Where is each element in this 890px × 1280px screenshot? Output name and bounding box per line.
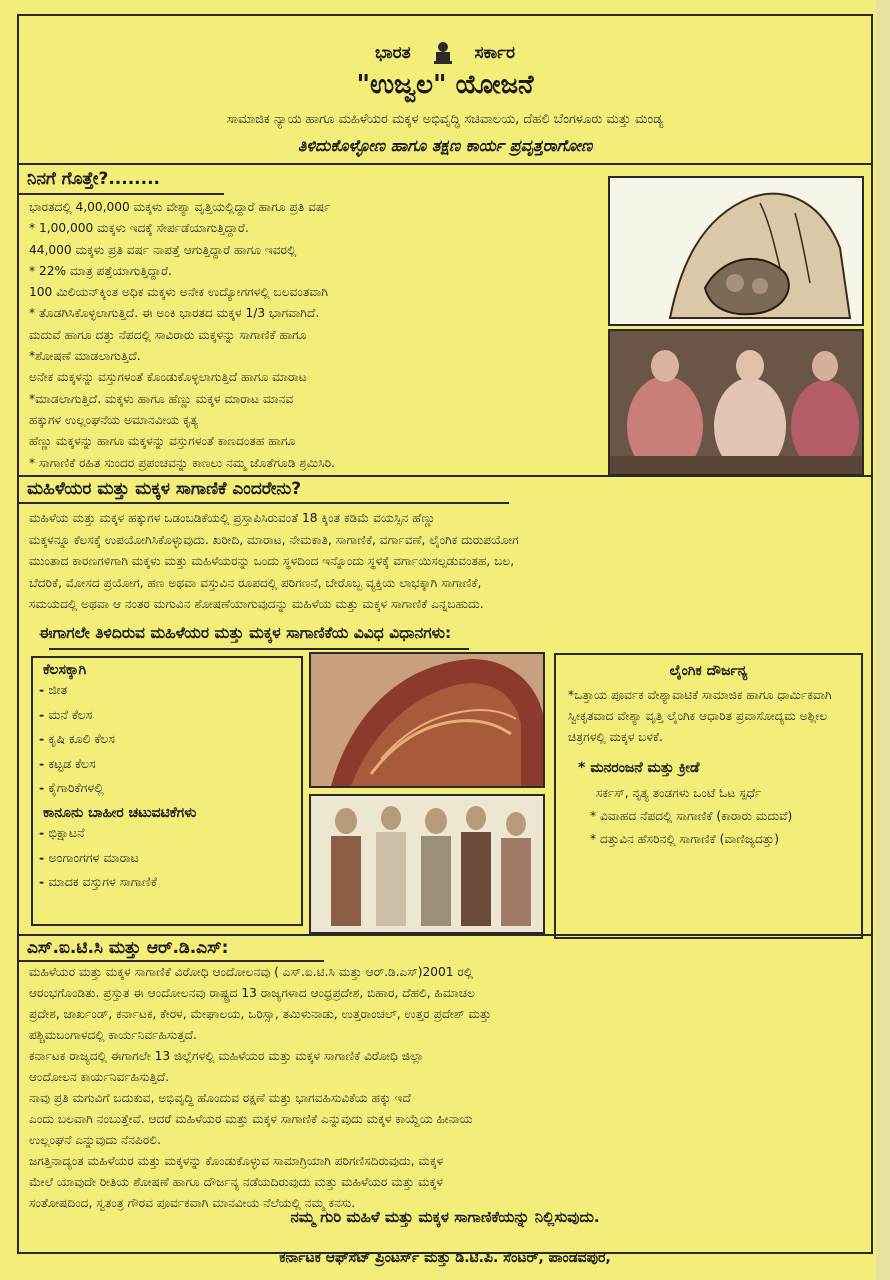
list-item: - ಕೃಷಿ ಕೂಲಿ ಕೆಲಸ (39, 731, 301, 756)
did-you-know-section (19, 163, 871, 477)
definition-line: ಮಕ್ಕಳನ್ನೂ ಕೆಲಸಕ್ಕೆ ಉಪಯೋಗಿಸಿಕೊಳ್ಳುವುದು. ಖರೀದಿ, ಮಾರಾಟ, ನೇಮಕಾತಿ, ಸಾಗಾಣಿಕೆ, ವರ್ಗಾವಣೆ, ಲೈಂಗಿಕ ದುರುಪಯೋಗ (29, 532, 519, 547)
illegal-heading: ಕಾನೂನು ಬಾಹೀರ ಚಟುವಟಿಕೆಗಳು (43, 804, 197, 821)
poster-header (19, 16, 871, 165)
definition-line: ಮಹಿಳೆಯ ಮತ್ತು ಮಕ್ಕಳ ಹಕ್ಕುಗಳ ಒಡಂಬಡಿಕೆಯಲ್ಲಿ ಪ್ರಸ್ತಾಪಿಸಿರುವಂತೆ 18 ಕ್ಕಿಂತ ಕಡಿಮೆ ವಯಸ್ಸಿನ ಹೆಣ್ಣು (29, 511, 436, 525)
definition-line: ಸಮಯದಲ್ಲಿ ಅಥವಾ ಆ ನಂತರ ಮಗುವಿನ ಶೋಷಣೆಯಾಗುವುದನ್ನು ಮಹಿಳೆಯ ಮತ್ತು ಮಕ್ಕಳ ಸಾಗಾಣಿಕೆ ಎನ್ನಬಹುದು. (29, 597, 484, 611)
title-underline (19, 193, 224, 195)
sirds-line: ಆಂದೋಲನ ಕಾರ್ಯನಿರ್ವಹಿಸುತ್ತಿದೆ. (29, 1070, 170, 1084)
did-you-know-list (29, 197, 604, 474)
sirds-line: ಉಲ್ಲಂಘನೆ ಎನ್ನುವುದು ನೆನಪಿರಲಿ. (29, 1133, 161, 1147)
sirds-line: ಆರಂಭಗೊಂಡಿತು. ಪ್ರಸ್ತುತ ಈ ಆಂದೋಲನವು ರಾಷ್ಟ್ರದ 13 ರಾಜ್ಯಗಳಾದ ಆಂಧ್ರಪ್ರದೇಶ, ಬಿಹಾರ, ದೆಹಲಿ, ಹಿಮಾಚಲ (29, 986, 476, 1000)
sexual-exploitation-box (554, 653, 863, 939)
fact-line: *ಮಾಡಲಾಗುತ್ತಿದೆ. ಮಕ್ಕಳು ಹಾಗೂ ಹೆಣ್ಣು ಮಕ್ಕಳ ಮಾರಾಟ ಮಾನವ (29, 391, 294, 406)
sirds-line: ಪಶ್ಚಿಮಬಂಗಾಳದಲ್ಲಿ ಕಾರ್ಯನಿರ್ವಹಿಸುತ್ತದೆ. (29, 1028, 197, 1042)
seated-women-photo (608, 329, 864, 476)
work-heading: ಕೆಲಸಕ್ಕಾಗಿ (43, 662, 87, 678)
scheme-title: "ಉಜ್ವಲ" ಯೋಜನೆ (356, 70, 534, 100)
sirds-line: ನಾವು ಪ್ರತಿ ಮಗುವಿಗೆ ಬದುಕುವ, ಅಭಿವೃದ್ಧಿ ಹೊಂದುವ ರಕ್ಷಣೆ ಮತ್ತು ಭಾಗವಹಿಸುವಿಕೆಯ ಹಕ್ಕು ಇದೆ (29, 1091, 411, 1105)
sexual-text: *ಒತ್ತಾಯ ಪೂರ್ವಕ ವೇಶ್ಯಾವಾಟಿಕೆ ಸಾಮಾಜಿಕ ಹಾಗೂ ಧಾರ್ಮಿಕವಾಗಿ ಸ್ವೀಕೃತವಾದ ವೇಶ್ಯಾ ವೃತ್ತಿ ಲೈಂಗಿಕ ಆಧಾರಿತ ಪ್ರವಾಸೋದ್ಯಮ ಅಶ್ಲೀಲ ಚಿತ್ರಗಳಲ್ಲಿ ಮಕ್ಕಳ ಬಳಕೆ. (568, 688, 832, 744)
sirds-line: ಮೇಲೆ ಯಾವುದೇ ರೀತಿಯ ಶೋಷಣೆ ಹಾಗೂ ದೌರ್ಜನ್ಯ ನಡೆಯದಿರುವುದು ಮತ್ತು ಮಹಿಳೆಯರ ಮತ್ತು ಮಕ್ಕಳ (29, 1175, 443, 1189)
adjacent-page-edge (876, 0, 890, 1280)
illegal-list (33, 825, 301, 899)
did-you-know-title: ನಿನಗೆ ಗೊತ್ತೇ?........ (27, 169, 160, 189)
definition-paragraph (29, 508, 861, 616)
marriage-text: * ವಿವಾಹದ ನೆಪದಲ್ಲಿ ಸಾಗಾಣಿಕೆ (ಕಾರಾರು ಮದುವೆ) (590, 809, 793, 823)
fact-line: ಹಕ್ಕುಗಳ ಉಲ್ಲಂಘನೆಯ ಅಮಾನವೀಯ ಕೃತ್ಯ (29, 412, 199, 427)
list-item: - ಕೈಗಾರಿಕೆಗಳಲ್ಲಿ (39, 780, 301, 805)
sirds-line: ಜಗತ್ತಿನಾದ್ಯಂತ ಮಹಿಳೆಯರ ಮತ್ತು ಮಕ್ಕಳನ್ನು ಕೊಂಡುಕೊಳ್ಳುವ ಸಾಮಾಗ್ರಿಯಾಗಿ ಪರಿಗಣಿಸದಿರುವುದು, ಮಕ್ಕಳ (29, 1154, 444, 1168)
work-list (33, 682, 301, 805)
fact-line: ಭಾರತದಲ್ಲಿ 4,00,000 ಮಕ್ಕಳು ವೇಶ್ಯಾ ವೃತ್ತಿಯಲ್ಲಿದ್ದಾರೆ ಹಾಗೂ ಪ್ರತಿ ವರ್ಷ (29, 200, 331, 214)
poster-frame (17, 14, 873, 1254)
section-divider (19, 934, 871, 936)
fact-line: 44,000 ಮಕ್ಕಳು ಪ್ರತಿ ವರ್ಷ ನಾಪತ್ತೆ ಆಗುತ್ತಿದ್ದಾರೆ ಹಾಗೂ ಇವರಲ್ಲಿ (29, 242, 297, 257)
sirds-line: ಕರ್ನಾಟಕ ರಾಜ್ಯದಲ್ಲಿ ಈಗಾಗಲೇ 13 ಜಿಲ್ಲೆಗಳಲ್ಲಿ ಮಹಿಳೆಯರ ಮತ್ತು ಮಕ್ಕಳ ಸಾಗಾಣಿಕೆ ವಿರೋಧಿ ಜಿಲ್ಲಾ (29, 1049, 424, 1063)
fact-line: ಅನೇಕ ಮಕ್ಕಳನ್ನು ವಸ್ತುಗಳಂತೆ ಕೊಂಡುಕೊಳ್ಳಲಾಗುತ್ತಿದೆ ಹಾಗೂ ಮಾರಾಟ (29, 370, 307, 385)
labour-forms-box (31, 656, 303, 926)
list-item: - ಜೀತ (39, 682, 301, 707)
sirds-line: ಮಹಿಳೆಯರ ಮತ್ತು ಮಕ್ಕಳ ಸಾಗಾಣಿಕೆ ವಿರೋಧಿ ಆಂದೋಲನವು ( ಎಸ್.ಐ.ಟಿ.ಸಿ ಮತ್ತು ಆರ್.ಡಿ.ಎಸ್)2001 ರಲ್ಲಿ (29, 965, 474, 979)
forms-title: ಈಗಾಗಲೇ ತಿಳಿದಿರುವ ಮಹಿಳೆಯರ ಮತ್ತು ಮಕ್ಕಳ ಸಾಗಾಣಿಕೆಯ ವಿವಿಧ ವಿಧಾನಗಳು: (39, 624, 452, 642)
list-item: - ಕಟ್ಟಡ ಕೆಲಸ (39, 756, 301, 781)
sirds-line: ಸಂತೋಷದಿಂದ, ಸ್ವತಂತ್ರ ಗೌರವ ಪೂರ್ವಕವಾಗಿ ಮಾನವೀಯ ನೆಲೆಯಲ್ಲಿ ನಮ್ಮ ಕನಸು. (29, 1196, 356, 1210)
list-item: - ಮಾದಕ ವಸ್ತುಗಳ ಸಾಗಾಣಿಕೆ (39, 874, 301, 899)
list-item: - ಭಿಕ್ಷಾಟನೆ (39, 825, 301, 850)
fact-line: * ತೊಡಗಿಸಿಕೊಳ್ಳಲಾಗುತ್ತಿದೆ. ಈ ಅಂಕಿ ಭಾರತದ ಮಕ್ಕಳ 1/3 ಭಾಗವಾಗಿದೆ. (29, 306, 320, 321)
definition-line: ಮುಂತಾದ ಕಾರಣಗಳಿಗಾಗಿ ಮಕ್ಕಳು ಮತ್ತು ಮಹಿಳೆಯರನ್ನು ಒಂದು ಸ್ಥಳದಿಂದ ಇನ್ನೊಂದು ಸ್ಥಳಕ್ಕೆ ವರ್ಗಾಯಿಸಲ್ಪಡುವಂತಹ, ಬಲ, (29, 554, 515, 568)
fact-line: *ಶೋಷಣೆ ಮಾಡಲಾಗುತ್ತಿದೆ. (29, 349, 141, 364)
fact-line: * ಸಾಗಾಣಿಕೆ ರಹಿತ ಸುಂದರ ಪ್ರಪಂಚವನ್ನು ಕಾಣಲು ನಮ್ಮ ಜೊತೆಗೂಡಿ ಶ್ರಮಿಸಿರಿ. (29, 455, 336, 470)
veiled-woman-photo (309, 652, 545, 788)
sirds-line: ಪ್ರದೇಶ, ಜಾರ್ಖಂಡ್, ಕರ್ನಾಟಕ, ಕೇರಳ, ಮೇಘಾಲಯ, ಒರಿಸ್ಸಾ, ತಮಿಳುನಾಡು, ಉತ್ತರಾಂಚಲ್, ಉತ್ತರ ಪ್ರದೇಶ್ ಮತ್ತು (29, 1007, 492, 1021)
forms-title-underline (49, 648, 469, 650)
gov-right-text: ಸರ್ಕಾರ (474, 43, 515, 63)
fact-line: * 22% ಮಾತ್ರ ಪತ್ತೆಯಾಗುತ್ತಿದ್ದಾರೆ. (29, 263, 172, 278)
sirds-paragraph (29, 962, 861, 1214)
ministry-line: ಸಾಮಾಜಿಕ ನ್ಯಾಯ ಹಾಗೂ ಮಹಿಳೆಯರ ಮಕ್ಕಳ ಅಭಿವೃದ್ಧಿ ಸಚಿವಾಲಯ, ದೆಹಲಿ ಬೆಂಗಳೂರು ಮತ್ತು ಮಂಡ್ಯ (226, 112, 664, 127)
fact-line: * 1,00,000 ಮಕ್ಕಳು ಇದಕ್ಕೆ ಸೇರ್ಪಡೆಯಾಗುತ್ತಿದ್ದಾರೆ. (29, 221, 249, 236)
fact-line: 100 ಮಿಲಿಯನ್‌ಕ್ಕಿಂತ ಅಧಿಕ ಮಕ್ಕಳು ಅನೇಕ ಉದ್ಯೋಗಗಳಲ್ಲಿ ಬಲವಂತವಾಗಿ (29, 285, 329, 300)
fact-line: ಮದುವೆ ಹಾಗೂ ದತ್ತು ನೆಪದಲ್ಲಿ ಸಾವಿರಾರು ಮಕ್ಕಳನ್ನು ಸಾಗಾಣಿಕೆ ಹಾಗೂ (29, 327, 307, 342)
list-item: - ಅಂಗಾಂಗಗಳ ಮಾರಾಟ (39, 850, 301, 875)
entertainment-heading: * ಮನರಂಜನೆ ಮತ್ತು ಕ್ರೀಡೆ (578, 760, 700, 776)
sirds-title: ಎಸ್.ಐ.ಟಿ.ಸಿ ಮತ್ತು ಆರ್.ಡಿ.ಎಸ್: (27, 938, 229, 958)
slogan: ತಿಳಿದುಕೊಳ್ಳೋಣ ಹಾಗೂ ತಕ್ಷಣ ಕಾರ್ಯ ಪ್ರವೃತ್ತರಾಗೋಣ (297, 136, 593, 155)
entertainment-text: ಸರ್ಕಸ್, ನೃತ್ಯ ತಂಡಗಳು ಒಂಟೆ ಓಟ ಸ್ಪರ್ಧೆ (596, 786, 762, 800)
adoption-text: * ದತ್ತುವಿನ ಹೆಸರಿನಲ್ಲಿ ಸಾಗಾಣಿಕೆ (ವಾಣಿಜ್ಯದತ್ತು) (590, 832, 779, 846)
printer-credit: ಕರ್ನಾಟಕ ಆಫ್‌ಸೆಟ್ ಪ್ರಿಂಟರ್ಸ್ ಮತ್ತು ಡಿ.ಟಿ.ಪಿ. ಸೆಂಟರ್, ಪಾಂಡವಪುರ, (279, 1250, 611, 1266)
goal-statement: ನಮ್ಮ ಗುರಿ ಮಹಿಳೆ ಮತ್ತು ಮಕ್ಕಳ ಸಾಗಾಣಿಕೆಯನ್ನು ನಿಲ್ಲಿಸುವುದು. (290, 1208, 600, 1226)
hand-holding-children-illustration (608, 176, 864, 326)
definition-title: ಮಹಿಳೆಯರ ಮತ್ತು ಮಕ್ಕಳ ಸಾಗಾಣಿಕೆ ಎಂದರೇನು? (27, 479, 302, 499)
list-item: - ಮನೆ ಕೆಲಸ (39, 707, 301, 732)
government-line (19, 40, 871, 66)
definition-line: ಬೆದರಿಕೆ, ಮೋಸದ ಪ್ರಯೋಗ, ಹಣ ಅಥವಾ ವಸ್ತುವಿನ ರೂಪದಲ್ಲಿ ಪರಿಗಣನೆ, ಬೇರೊಬ್ಬ ವ್ಯಕ್ತಿಯ ಲಾಭಕ್ಕಾಗಿ ಸಾಗಾಣಿಕೆ, (29, 575, 482, 590)
gov-left-text: ಭಾರತ (375, 43, 411, 63)
national-emblem-icon (431, 40, 455, 66)
standing-women-photo (309, 794, 545, 934)
sexual-heading: ಲೈಂಗಿಕ ದೌರ್ಜನ್ಯ (669, 663, 748, 679)
definition-title-underline (19, 502, 509, 504)
sirds-line: ಎಂದು ಬಲವಾಗಿ ನಂಬುತ್ತೇವೆ. ಆದರೆ ಮಹಿಳೆಯರ ಮತ್ತು ಮಕ್ಕಳ ಸಾಗಾಣಿಕೆ ಎನ್ನುವುದು ಮಕ್ಕಳ ಕಾಯ್ದೆಯ ಹೀನಾಯ (29, 1112, 473, 1126)
fact-line: ಹೆಣ್ಣು ಮಕ್ಕಳನ್ನು ಹಾಗೂ ಮಕ್ಕಳನ್ನು ವಸ್ತುಗಳಂತೆ ಕಾಣದಂತಹ ಹಾಗೂ (29, 434, 296, 449)
